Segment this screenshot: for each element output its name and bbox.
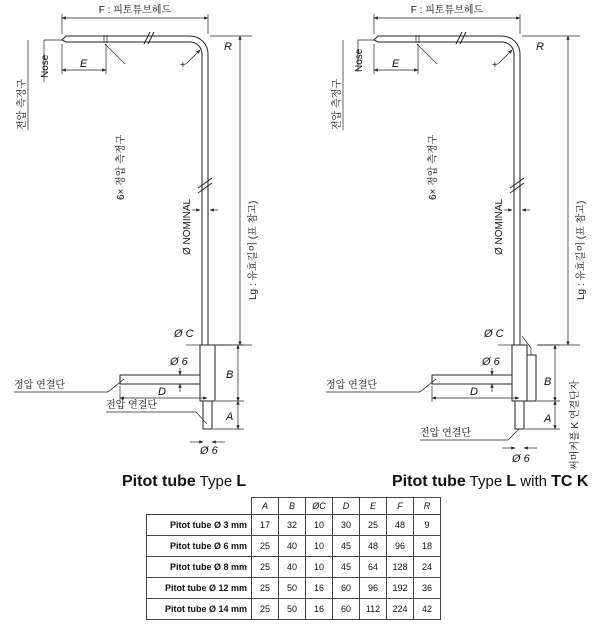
static-pressure-connector (120, 375, 200, 384)
dim-e-label: E (80, 58, 88, 70)
nose-label-tc: Nose (354, 48, 365, 72)
pitot-body-tc (512, 345, 527, 401)
dim-6-bottom-label: Ø 6 (200, 445, 218, 457)
col-r: R (414, 498, 441, 515)
dim-b-label-tc: B (544, 376, 552, 388)
table-row: Pitot tube Ø 8 mm 25 40 10 45 64 128 24 (147, 557, 441, 578)
col-c: ØC (306, 498, 333, 515)
col-d: D (333, 498, 360, 515)
dim-a-label: A (226, 411, 234, 423)
dim-6-bottom-label-tc: Ø 6 (512, 453, 530, 465)
dim-r-label: R (224, 41, 232, 53)
col-a: A (252, 498, 279, 515)
svg-text:+: + (180, 60, 186, 71)
row-label: Pitot tube Ø 3 mm (147, 515, 252, 536)
dim-a-label-tc: A (544, 413, 552, 425)
static-ports-label: 6× 정압 측정구 (116, 134, 127, 200)
table-row: Pitot tube Ø 6 mm 25 40 10 45 48 96 18 (147, 536, 441, 557)
caption-type-l: Pitot tube Type L (122, 473, 247, 490)
table-header-row (147, 498, 441, 515)
table-row: Pitot tube Ø 14 mm 25 50 16 60 112 224 42 (147, 599, 441, 620)
dim-d-label-tc: D (470, 386, 478, 398)
total-port-label: 전압 측정구 (17, 78, 28, 130)
nominal-label: Ø NOMINAL (182, 198, 193, 255)
drawing-type-l (14, 3, 259, 490)
pitot-body (200, 345, 215, 401)
row-label: Pitot tube Ø 8 mm (147, 557, 252, 578)
total-port-label-tc: 전압 측정구 (332, 78, 343, 130)
caption-type-l-tc: Pitot tube Type L with TC K (392, 473, 589, 490)
total-connection-label: 전압 연결단 (106, 400, 158, 411)
row-label: Pitot tube Ø 6 mm (147, 536, 252, 557)
pitot-head-tube (62, 36, 208, 345)
static-pressure-connector-tc (432, 375, 512, 384)
static-connection-label: 정압 연결단 (14, 380, 66, 391)
static-ports-label-tc: 6× 정압 측정구 (428, 134, 439, 200)
svg-text:+: + (492, 60, 498, 71)
drawing-type-l-tc (326, 3, 589, 490)
nose-label: Nose (40, 54, 51, 78)
dim-6-side-label: Ø 6 (170, 356, 188, 368)
insertion-length-label-tc: Lg : 유효길이 (표 참고) (576, 200, 587, 300)
dim-c-label: Ø C (174, 328, 194, 340)
dim-d-label: D (158, 386, 166, 398)
col-b: B (279, 498, 306, 515)
pitot-head-tube-tc (374, 36, 520, 345)
dim-e-label-tc: E (392, 58, 400, 70)
thermocouple-housing (527, 355, 536, 401)
total-connection-label-tc: 전압 연결단 (420, 428, 472, 439)
static-connection-label-tc: 정압 연결단 (326, 380, 378, 391)
insertion-length-label: Lg : 유효길이 (표 참고) (248, 200, 259, 300)
dim-r-label-tc: R (536, 41, 544, 53)
col-f: F (387, 498, 414, 515)
row-label: Pitot tube Ø 12 mm (147, 578, 252, 599)
table-row: Pitot tube Ø 3 mm 17 32 10 30 25 48 9 (147, 515, 441, 536)
dim-6-side-label-tc: Ø 6 (482, 356, 500, 368)
dim-b-label: B (226, 369, 234, 381)
total-pressure-connector (203, 401, 212, 429)
head-length-label-tc: F : 피토튜브헤드 (410, 5, 484, 16)
table-row: Pitot tube Ø 12 mm 25 50 16 60 96 192 36 (147, 578, 441, 599)
row-label: Pitot tube Ø 14 mm (147, 599, 252, 620)
head-length-label: F : 피토튜브헤드 (98, 5, 172, 16)
nominal-label-tc: Ø NOMINAL (494, 198, 505, 255)
dimension-table (146, 497, 441, 620)
col-e: E (360, 498, 387, 515)
total-pressure-connector-tc (515, 401, 524, 429)
thermocouple-label: 써머커플 K 연결단자 (570, 380, 581, 470)
dim-c-label-tc: Ø C (484, 328, 504, 340)
